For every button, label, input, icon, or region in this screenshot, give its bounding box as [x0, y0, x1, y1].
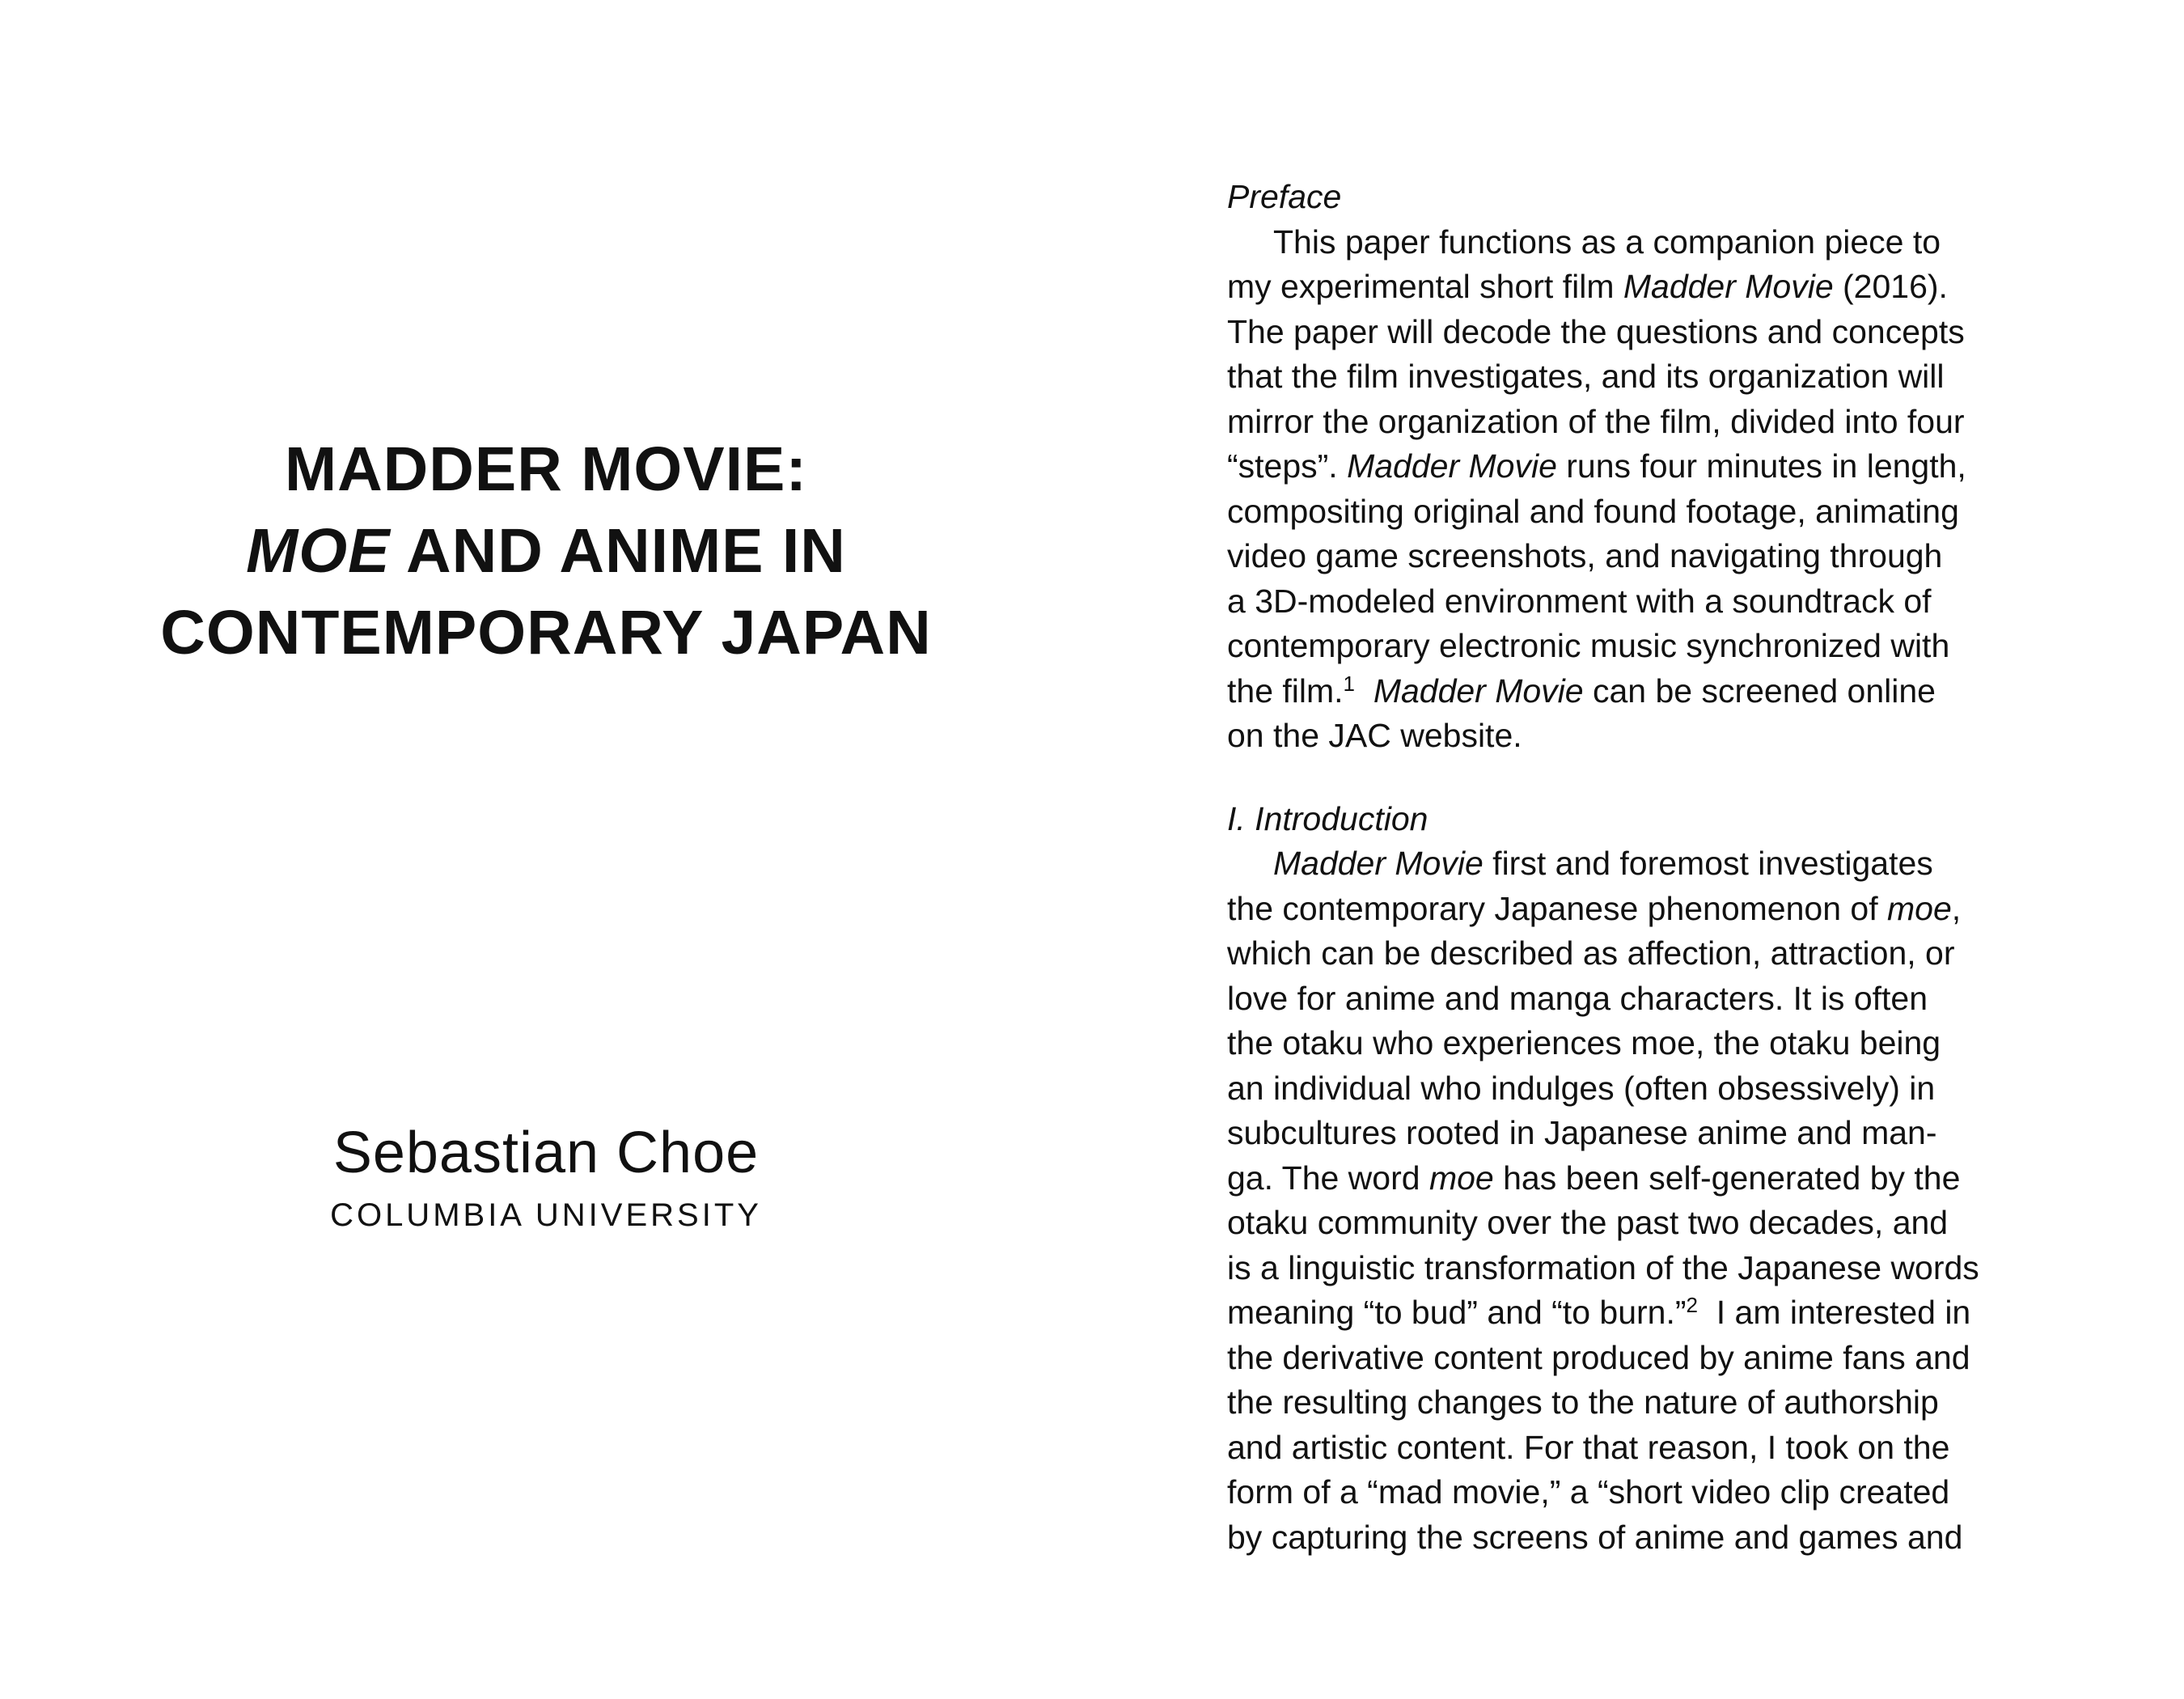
introduction-section — [1227, 797, 2117, 1561]
title-line-2 — [97, 511, 995, 592]
text-line: The paper will decode the questions and concepts — [1227, 312, 1965, 350]
text-line: subcultures rooted in Japanese anime and man- — [1227, 1114, 1937, 1151]
text-line — [1227, 1156, 2117, 1201]
text-line: a 3D-modeled environment with a soundtrack of — [1227, 582, 1932, 620]
text-line: mirror the organization of the film, divided into four — [1227, 402, 1965, 440]
term-italic: moe — [1887, 889, 1952, 927]
text-line: contemporary electronic music synchronized with — [1227, 627, 1950, 664]
author-name: Sebastian Choe — [332, 1121, 760, 1185]
text-run: meaning “to bud” and “to burn.” — [1227, 1294, 1687, 1331]
introduction-heading: I. Introduction — [1227, 799, 1428, 837]
author-affiliation: COLUMBIA UNIVERSITY — [330, 1197, 762, 1233]
text-line: and artistic content. For that reason, I took on the — [1227, 1428, 1950, 1466]
text-line — [1227, 444, 2117, 489]
text-run: first and foremost investigates — [1483, 845, 1933, 882]
text-line: which can be described as affection, attraction, or — [1227, 934, 1955, 972]
text-run: ga. The word — [1227, 1159, 1429, 1197]
text-line — [1227, 841, 2117, 887]
text-run: , — [1951, 889, 1962, 927]
text-run: runs four minutes in length, — [1556, 447, 1966, 485]
text-run — [1355, 672, 1373, 710]
film-title-italic: Madder Movie — [1273, 845, 1484, 882]
term-italic: moe — [1428, 1159, 1494, 1197]
text-line: on the JAC website. — [1227, 717, 1522, 754]
film-title-italic: Madder Movie — [1623, 268, 1834, 305]
preface-section — [1227, 175, 2117, 759]
text-line: video game screenshots, and navigating through — [1227, 537, 1943, 574]
film-title-italic: Madder Movie — [1373, 672, 1584, 710]
text-line: the otaku who experiences moe, the otaku being — [1227, 1024, 1941, 1061]
text-line: compositing original and found footage, animating — [1227, 492, 1959, 530]
preface-heading: Preface — [1227, 178, 1342, 215]
text-line: the resulting changes to the nature of authorship — [1227, 1383, 1939, 1421]
text-run: the film. — [1227, 672, 1344, 710]
text-line — [1227, 887, 2117, 932]
title-moe-italic: MOE — [246, 516, 391, 586]
section-gap — [1227, 759, 2117, 797]
title-line-3: CONTEMPORARY JAPAN — [160, 598, 932, 667]
paper-title — [97, 429, 995, 674]
text-line — [1227, 1290, 2117, 1336]
text-run: I am interested in — [1697, 1294, 1971, 1331]
text-line: the derivative content produced by anime fans and — [1227, 1338, 1970, 1376]
text-line: by capturing the screens of anime and games and — [1227, 1518, 1963, 1556]
text-line: This paper functions as a companion piece to — [1273, 222, 1941, 261]
text-run: has been self-generated by the — [1493, 1159, 1961, 1197]
text-run: my experimental short film — [1227, 268, 1623, 305]
body-page — [1227, 175, 2117, 1560]
title-line-1: MADDER MOVIE: — [284, 434, 808, 504]
text-run: (2016). — [1833, 268, 1948, 305]
text-line: is a linguistic transformation of the Japanese words — [1227, 1248, 1979, 1286]
footnote-ref-1[interactable]: 1 — [1343, 671, 1356, 696]
film-title-italic: Madder Movie — [1347, 447, 1557, 485]
text-line — [1227, 265, 2117, 310]
text-line: an individual who indulges (often obsessively) in — [1227, 1069, 1936, 1107]
text-line: love for anime and manga characters. It is often — [1227, 979, 1928, 1017]
title-line-2-rest: AND ANIME IN — [390, 516, 846, 586]
text-line: form of a “mad movie,” a “short video clip created — [1227, 1473, 1950, 1510]
text-line — [1227, 669, 2117, 714]
text-run: the contemporary Japanese phenomenon of — [1227, 889, 1887, 927]
text-line: that the film investigates, and its organization will — [1227, 358, 1945, 395]
text-run: can be screened online — [1583, 672, 1936, 710]
author-block — [97, 1116, 995, 1238]
footnote-ref-2[interactable]: 2 — [1686, 1293, 1698, 1317]
text-run: “steps”. — [1227, 447, 1348, 485]
text-line: otaku community over the past two decades, and — [1227, 1204, 1949, 1241]
